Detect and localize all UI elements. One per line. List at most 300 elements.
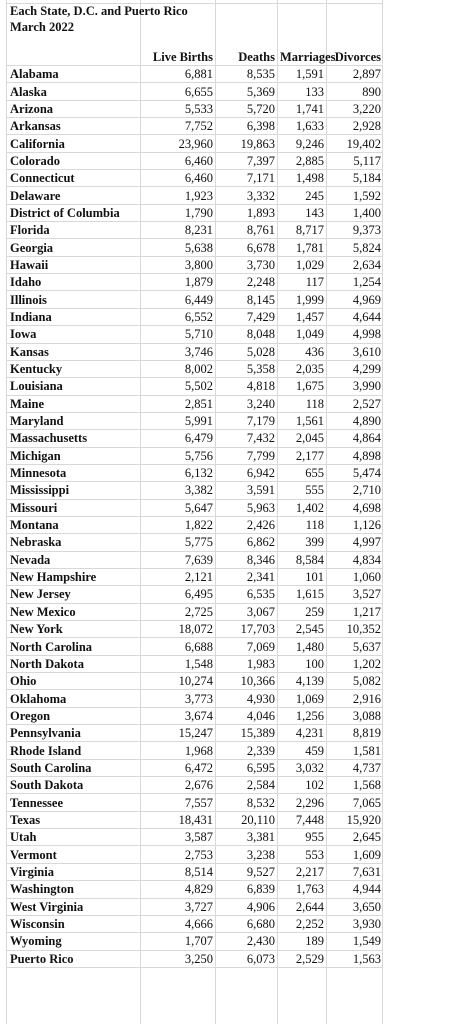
cell-marriages[interactable]: 2,045	[277, 430, 326, 447]
cell-marriages[interactable]: 459	[277, 742, 326, 759]
cell-marriages[interactable]: 133	[277, 83, 326, 100]
cell-deaths[interactable]: 4,046	[215, 707, 277, 724]
cell-marriages[interactable]: 8,717	[277, 222, 326, 239]
table-row	[7, 794, 383, 811]
table-row	[7, 447, 383, 464]
cell-marriages[interactable]: 245	[277, 187, 326, 204]
table-row	[7, 638, 383, 655]
cell-live-births[interactable]: 3,587	[140, 829, 215, 846]
cell-live-births[interactable]: 5,991	[140, 412, 215, 429]
table-row	[7, 187, 383, 204]
cell-live-births[interactable]: 2,725	[140, 603, 215, 620]
cell-divorces[interactable]: 2,645	[326, 829, 383, 846]
cell-deaths[interactable]: 2,584	[215, 777, 277, 794]
cell-deaths[interactable]: 6,862	[215, 534, 277, 551]
cell-live-births[interactable]: 15,247	[140, 725, 215, 742]
cell-deaths[interactable]: 20,110	[215, 811, 277, 828]
cell-deaths[interactable]: 5,358	[215, 360, 277, 377]
header-row	[7, 49, 383, 66]
cell-marriages[interactable]: 118	[277, 516, 326, 533]
cell-state[interactable]: Colorado	[7, 152, 140, 169]
cell-deaths[interactable]: 1,893	[215, 204, 277, 221]
cell-deaths[interactable]: 6,595	[215, 759, 277, 776]
cell-marriages[interactable]: 1,498	[277, 170, 326, 187]
cell-live-births[interactable]: 4,829	[140, 881, 215, 898]
cell-divorces[interactable]: 4,998	[326, 326, 383, 343]
table-row	[7, 343, 383, 360]
cell-divorces[interactable]: 1,254	[326, 274, 383, 291]
cell-divorces[interactable]: 4,898	[326, 447, 383, 464]
table-row	[7, 673, 383, 690]
table-row	[7, 66, 383, 83]
cell-state[interactable]: Mississippi	[7, 482, 140, 499]
cell-live-births[interactable]: 8,514	[140, 863, 215, 880]
table-row	[7, 707, 383, 724]
cell-state[interactable]: Connecticut	[7, 170, 140, 187]
cell-deaths[interactable]: 2,426	[215, 516, 277, 533]
cell-deaths[interactable]: 5,369	[215, 83, 277, 100]
cell-live-births[interactable]: 23,960	[140, 135, 215, 152]
table-row	[7, 412, 383, 429]
cell-state[interactable]: New Jersey	[7, 586, 140, 603]
cell-deaths[interactable]: 2,341	[215, 568, 277, 585]
cell-deaths[interactable]: 7,069	[215, 638, 277, 655]
cell-live-births[interactable]: 6,495	[140, 586, 215, 603]
cell-state[interactable]: Wisconsin	[7, 915, 140, 932]
cell-marriages[interactable]: 7,448	[277, 811, 326, 828]
cell-divorces[interactable]: 3,650	[326, 898, 383, 915]
cell-deaths[interactable]: 6,535	[215, 586, 277, 603]
table-row	[7, 829, 383, 846]
cell-state[interactable]: New York	[7, 621, 140, 638]
cell-live-births[interactable]: 6,655	[140, 83, 215, 100]
table-row	[7, 621, 383, 638]
cell-divorces[interactable]: 5,637	[326, 638, 383, 655]
cell-deaths[interactable]: 5,720	[215, 100, 277, 117]
cell-state[interactable]: Texas	[7, 811, 140, 828]
cell-live-births[interactable]: 3,773	[140, 690, 215, 707]
cell-state[interactable]: Tennessee	[7, 794, 140, 811]
cell-deaths[interactable]: 6,678	[215, 239, 277, 256]
cell-marriages[interactable]: 143	[277, 204, 326, 221]
cell-marriages[interactable]: 4,231	[277, 725, 326, 742]
cell-deaths[interactable]: 9,527	[215, 863, 277, 880]
cell-divorces[interactable]: 2,710	[326, 482, 383, 499]
cell-live-births[interactable]: 2,676	[140, 777, 215, 794]
cell-live-births[interactable]: 2,121	[140, 568, 215, 585]
cell-divorces[interactable]: 8,819	[326, 725, 383, 742]
cell-marriages[interactable]: 189	[277, 933, 326, 950]
cell-state[interactable]: Iowa	[7, 326, 140, 343]
cell-live-births[interactable]: 7,752	[140, 118, 215, 135]
table-row	[7, 222, 383, 239]
cell-deaths[interactable]: 4,906	[215, 898, 277, 915]
cell-state[interactable]: Rhode Island	[7, 742, 140, 759]
cell-divorces[interactable]: 2,634	[326, 256, 383, 273]
cell-marriages[interactable]: 259	[277, 603, 326, 620]
table-row	[7, 135, 383, 152]
cell-state[interactable]: Utah	[7, 829, 140, 846]
cell-divorces[interactable]: 4,737	[326, 759, 383, 776]
cell-state[interactable]: Delaware	[7, 187, 140, 204]
cell-divorces[interactable]: 1,400	[326, 204, 383, 221]
cell-live-births[interactable]: 18,072	[140, 621, 215, 638]
table-row	[7, 863, 383, 880]
cell-state[interactable]: South Carolina	[7, 759, 140, 776]
cell-deaths[interactable]: 19,863	[215, 135, 277, 152]
cell-marriages[interactable]: 2,217	[277, 863, 326, 880]
cell-divorces[interactable]: 4,944	[326, 881, 383, 898]
cell-marriages[interactable]: 1,781	[277, 239, 326, 256]
cell-divorces[interactable]: 7,631	[326, 863, 383, 880]
cell-state[interactable]: New Hampshire	[7, 568, 140, 585]
table-row	[7, 395, 383, 412]
cell-live-births[interactable]: 6,449	[140, 291, 215, 308]
cell-deaths[interactable]: 6,680	[215, 915, 277, 932]
column-header-divorces[interactable]: Divorces	[326, 49, 383, 66]
cell-state[interactable]: Arizona	[7, 100, 140, 117]
cell-marriages[interactable]: 2,545	[277, 621, 326, 638]
cell-deaths[interactable]: 8,048	[215, 326, 277, 343]
cell-live-births[interactable]: 1,548	[140, 655, 215, 672]
cell-marriages[interactable]: 2,177	[277, 447, 326, 464]
cell-state[interactable]: Pennsylvania	[7, 725, 140, 742]
cell-state[interactable]: Montana	[7, 516, 140, 533]
cell-marriages[interactable]: 1,049	[277, 326, 326, 343]
cell-marriages[interactable]: 1,480	[277, 638, 326, 655]
cell-divorces[interactable]: 1,202	[326, 655, 383, 672]
cell-live-births[interactable]: 5,502	[140, 378, 215, 395]
cell-deaths[interactable]: 5,963	[215, 499, 277, 516]
table-row	[7, 551, 383, 568]
cell-divorces[interactable]: 5,474	[326, 464, 383, 481]
cell-divorces[interactable]: 15,920	[326, 811, 383, 828]
cell-live-births[interactable]: 3,674	[140, 707, 215, 724]
cell-live-births[interactable]: 8,231	[140, 222, 215, 239]
cell-deaths[interactable]: 7,799	[215, 447, 277, 464]
cell-divorces[interactable]: 3,930	[326, 915, 383, 932]
table-row	[7, 100, 383, 117]
cell-marriages[interactable]: 955	[277, 829, 326, 846]
cell-live-births[interactable]: 3,382	[140, 482, 215, 499]
cell-live-births[interactable]: 2,753	[140, 846, 215, 863]
cell-state[interactable]: Puerto Rico	[7, 950, 140, 967]
cell-deaths[interactable]: 3,381	[215, 829, 277, 846]
table-row	[7, 811, 383, 828]
cell-state[interactable]: Illinois	[7, 291, 140, 308]
cell-marriages[interactable]: 1,402	[277, 499, 326, 516]
cell-live-births[interactable]: 6,460	[140, 152, 215, 169]
cell-live-births[interactable]: 6,479	[140, 430, 215, 447]
table-row	[7, 256, 383, 273]
cell-live-births[interactable]: 5,647	[140, 499, 215, 516]
cell-deaths[interactable]: 5,028	[215, 343, 277, 360]
cell-marriages[interactable]: 655	[277, 464, 326, 481]
cell-marriages[interactable]: 1,763	[277, 881, 326, 898]
cell-live-births[interactable]: 6,460	[140, 170, 215, 187]
cell-state[interactable]: Missouri	[7, 499, 140, 516]
cell-divorces[interactable]: 3,610	[326, 343, 383, 360]
table-row	[7, 950, 383, 967]
cell-state[interactable]: Oregon	[7, 707, 140, 724]
cell-live-births[interactable]: 3,727	[140, 898, 215, 915]
cell-divorces[interactable]: 2,928	[326, 118, 383, 135]
table-row	[7, 516, 383, 533]
cell-deaths[interactable]: 6,073	[215, 950, 277, 967]
cell-state[interactable]: Maryland	[7, 412, 140, 429]
cell-divorces[interactable]: 4,834	[326, 551, 383, 568]
cell-state[interactable]: Louisiana	[7, 378, 140, 395]
cell-divorces[interactable]: 3,527	[326, 586, 383, 603]
cell-divorces[interactable]: 19,402	[326, 135, 383, 152]
cell-marriages[interactable]: 2,644	[277, 898, 326, 915]
cell-state[interactable]: Hawaii	[7, 256, 140, 273]
cell-marriages[interactable]: 2,252	[277, 915, 326, 932]
cell-deaths[interactable]: 8,535	[215, 66, 277, 83]
cell-deaths[interactable]: 3,332	[215, 187, 277, 204]
cell-marriages[interactable]: 553	[277, 846, 326, 863]
cell-state[interactable]: Minnesota	[7, 464, 140, 481]
cell-state[interactable]: Vermont	[7, 846, 140, 863]
cell-deaths[interactable]: 15,389	[215, 725, 277, 742]
cell-divorces[interactable]: 1,609	[326, 846, 383, 863]
cell-marriages[interactable]: 1,633	[277, 118, 326, 135]
cell-marriages[interactable]: 3,032	[277, 759, 326, 776]
table-row	[7, 464, 383, 481]
cell-divorces[interactable]: 1,126	[326, 516, 383, 533]
cell-marriages[interactable]: 555	[277, 482, 326, 499]
cell-divorces[interactable]: 2,527	[326, 395, 383, 412]
cell-divorces[interactable]: 4,890	[326, 412, 383, 429]
cell-state[interactable]: Ohio	[7, 673, 140, 690]
cell-state[interactable]: Florida	[7, 222, 140, 239]
cell-divorces[interactable]: 2,897	[326, 66, 383, 83]
cell-divorces[interactable]: 4,997	[326, 534, 383, 551]
cell-marriages[interactable]: 102	[277, 777, 326, 794]
cell-marriages[interactable]: 2,529	[277, 950, 326, 967]
cell-deaths[interactable]: 7,397	[215, 152, 277, 169]
cell-divorces[interactable]: 2,916	[326, 690, 383, 707]
cell-live-births[interactable]: 5,775	[140, 534, 215, 551]
column-header-deaths[interactable]: Deaths	[215, 49, 277, 66]
cell-deaths[interactable]: 3,240	[215, 395, 277, 412]
cell-state[interactable]: Arkansas	[7, 118, 140, 135]
cell-state[interactable]: Indiana	[7, 308, 140, 325]
cell-deaths[interactable]: 8,145	[215, 291, 277, 308]
cell-deaths[interactable]: 8,761	[215, 222, 277, 239]
cell-live-births[interactable]: 4,666	[140, 915, 215, 932]
cell-deaths[interactable]: 7,429	[215, 308, 277, 325]
cell-live-births[interactable]: 10,274	[140, 673, 215, 690]
cell-divorces[interactable]: 1,568	[326, 777, 383, 794]
cell-divorces[interactable]: 5,824	[326, 239, 383, 256]
cell-deaths[interactable]: 7,171	[215, 170, 277, 187]
cell-deaths[interactable]: 2,248	[215, 274, 277, 291]
cell-live-births[interactable]: 2,851	[140, 395, 215, 412]
cell-deaths[interactable]: 4,930	[215, 690, 277, 707]
cell-marriages[interactable]: 399	[277, 534, 326, 551]
cell-live-births[interactable]: 1,879	[140, 274, 215, 291]
cell-divorces[interactable]: 4,864	[326, 430, 383, 447]
cell-marriages[interactable]: 8,584	[277, 551, 326, 568]
cell-marriages[interactable]: 9,246	[277, 135, 326, 152]
cell-divorces[interactable]: 5,082	[326, 673, 383, 690]
cell-marriages[interactable]: 1,591	[277, 66, 326, 83]
cell-marriages[interactable]: 2,885	[277, 152, 326, 169]
cell-live-births[interactable]: 5,710	[140, 326, 215, 343]
cell-state[interactable]: South Dakota	[7, 777, 140, 794]
cell-marriages[interactable]: 1,457	[277, 308, 326, 325]
cell-deaths[interactable]: 4,818	[215, 378, 277, 395]
cell-live-births[interactable]: 7,557	[140, 794, 215, 811]
cell-live-births[interactable]: 1,707	[140, 933, 215, 950]
cell-marriages[interactable]: 100	[277, 655, 326, 672]
table-row	[7, 239, 383, 256]
cell-state[interactable]: California	[7, 135, 140, 152]
cell-deaths[interactable]: 3,067	[215, 603, 277, 620]
cell-marriages[interactable]: 1,256	[277, 707, 326, 724]
table-row	[7, 499, 383, 516]
cell-divorces[interactable]: 3,088	[326, 707, 383, 724]
cell-marriages[interactable]: 1,615	[277, 586, 326, 603]
cell-live-births[interactable]: 5,756	[140, 447, 215, 464]
cell-live-births[interactable]: 6,132	[140, 464, 215, 481]
table-row	[7, 204, 383, 221]
cell-marriages[interactable]: 118	[277, 395, 326, 412]
cell-marriages[interactable]: 2,296	[277, 794, 326, 811]
cell-marriages[interactable]: 1,999	[277, 291, 326, 308]
table-row	[7, 482, 383, 499]
table-row	[7, 291, 383, 308]
table-row	[7, 378, 383, 395]
cell-state[interactable]: Alaska	[7, 83, 140, 100]
cell-deaths[interactable]: 7,432	[215, 430, 277, 447]
cell-divorces[interactable]: 5,117	[326, 152, 383, 169]
cell-deaths[interactable]: 6,942	[215, 464, 277, 481]
cell-divorces[interactable]: 4,644	[326, 308, 383, 325]
cell-state[interactable]: Nebraska	[7, 534, 140, 551]
cell-deaths[interactable]: 2,430	[215, 933, 277, 950]
cell-marriages[interactable]: 1,029	[277, 256, 326, 273]
cell-live-births[interactable]: 6,688	[140, 638, 215, 655]
cell-live-births[interactable]: 1,968	[140, 742, 215, 759]
cell-live-births[interactable]: 7,639	[140, 551, 215, 568]
cell-live-births[interactable]: 8,002	[140, 360, 215, 377]
cell-state[interactable]: Virginia	[7, 863, 140, 880]
cell-divorces[interactable]: 1,581	[326, 742, 383, 759]
cell-divorces[interactable]: 4,969	[326, 291, 383, 308]
cell-live-births[interactable]: 6,881	[140, 66, 215, 83]
cell-state[interactable]: Alabama	[7, 66, 140, 83]
column-header-state[interactable]	[7, 49, 140, 66]
cell-state[interactable]: North Carolina	[7, 638, 140, 655]
cell-deaths[interactable]: 3,591	[215, 482, 277, 499]
cell-live-births[interactable]: 1,822	[140, 516, 215, 533]
cell-live-births[interactable]: 3,746	[140, 343, 215, 360]
cell-state[interactable]: Massachusetts	[7, 430, 140, 447]
cell-divorces[interactable]: 10,352	[326, 621, 383, 638]
table-row	[7, 360, 383, 377]
cell-divorces[interactable]: 3,220	[326, 100, 383, 117]
cell-state[interactable]: Kentucky	[7, 360, 140, 377]
cell-state[interactable]: District of Columbia	[7, 204, 140, 221]
cell-state[interactable]: West Virginia	[7, 898, 140, 915]
cell-live-births[interactable]: 18,431	[140, 811, 215, 828]
cell-state[interactable]: Nevada	[7, 551, 140, 568]
cell-live-births[interactable]: 1,790	[140, 204, 215, 221]
cell-deaths[interactable]: 8,346	[215, 551, 277, 568]
cell-marriages[interactable]: 101	[277, 568, 326, 585]
cell-deaths[interactable]: 3,730	[215, 256, 277, 273]
cell-marriages[interactable]: 1,069	[277, 690, 326, 707]
table-row	[7, 603, 383, 620]
cell-deaths[interactable]: 17,703	[215, 621, 277, 638]
cell-live-births[interactable]: 3,800	[140, 256, 215, 273]
cell-deaths[interactable]: 6,839	[215, 881, 277, 898]
cell-deaths[interactable]: 6,398	[215, 118, 277, 135]
column-header-marriages[interactable]: Marriages	[277, 49, 326, 66]
cell-divorces[interactable]: 4,299	[326, 360, 383, 377]
cell-state[interactable]: New Mexico	[7, 603, 140, 620]
cell-divorces[interactable]: 1,563	[326, 950, 383, 967]
cell-divorces[interactable]: 1,217	[326, 603, 383, 620]
table-row	[7, 430, 383, 447]
cell-deaths[interactable]: 3,238	[215, 846, 277, 863]
cell-live-births[interactable]: 6,552	[140, 308, 215, 325]
cell-state[interactable]: Wyoming	[7, 933, 140, 950]
cell-state[interactable]: Georgia	[7, 239, 140, 256]
cell-divorces[interactable]: 9,373	[326, 222, 383, 239]
cell-divorces[interactable]: 1,060	[326, 568, 383, 585]
cell-divorces[interactable]: 5,184	[326, 170, 383, 187]
table-row	[7, 742, 383, 759]
cell-marriages[interactable]: 1,561	[277, 412, 326, 429]
cell-marriages[interactable]: 4,139	[277, 673, 326, 690]
cell-marriages[interactable]: 1,675	[277, 378, 326, 395]
cell-deaths[interactable]: 1,983	[215, 655, 277, 672]
cell-live-births[interactable]: 5,638	[140, 239, 215, 256]
cell-divorces[interactable]: 1,592	[326, 187, 383, 204]
cell-live-births[interactable]: 5,533	[140, 100, 215, 117]
cell-live-births[interactable]: 1,923	[140, 187, 215, 204]
column-header-live-births[interactable]: Live Births	[140, 49, 215, 66]
cell-deaths[interactable]: 7,179	[215, 412, 277, 429]
cell-deaths[interactable]: 8,532	[215, 794, 277, 811]
cell-deaths[interactable]: 2,339	[215, 742, 277, 759]
cell-live-births[interactable]: 6,472	[140, 759, 215, 776]
cell-state[interactable]: Idaho	[7, 274, 140, 291]
cell-divorces[interactable]: 7,065	[326, 794, 383, 811]
cell-state[interactable]: Washington	[7, 881, 140, 898]
table-row	[7, 274, 383, 291]
cell-live-births[interactable]: 3,250	[140, 950, 215, 967]
cell-state[interactable]: Michigan	[7, 447, 140, 464]
table-row	[7, 308, 383, 325]
cell-state[interactable]: Maine	[7, 395, 140, 412]
cell-state[interactable]: North Dakota	[7, 655, 140, 672]
cell-state[interactable]: Oklahoma	[7, 690, 140, 707]
cell-divorces[interactable]: 1,549	[326, 933, 383, 950]
cell-state[interactable]: Kansas	[7, 343, 140, 360]
cell-divorces[interactable]: 3,990	[326, 378, 383, 395]
cell-divorces[interactable]: 890	[326, 83, 383, 100]
cell-divorces[interactable]: 4,698	[326, 499, 383, 516]
cell-marriages[interactable]: 117	[277, 274, 326, 291]
cell-deaths[interactable]: 10,366	[215, 673, 277, 690]
cell-marriages[interactable]: 436	[277, 343, 326, 360]
cell-marriages[interactable]: 2,035	[277, 360, 326, 377]
cell-marriages[interactable]: 1,741	[277, 100, 326, 117]
